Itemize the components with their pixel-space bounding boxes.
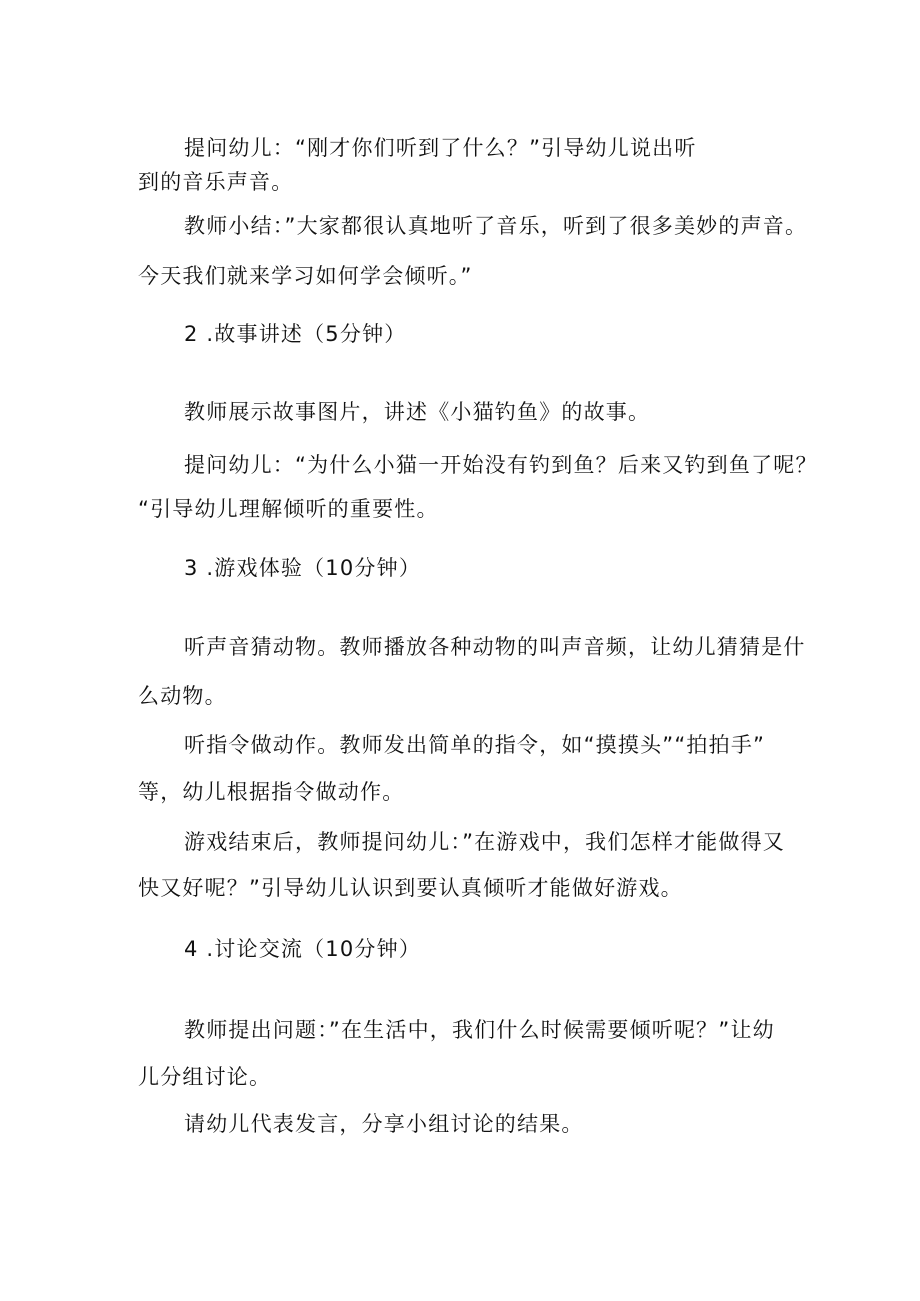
section-heading: 2 .故事讲述（5分钟） [184, 322, 407, 346]
section-heading: 4 .讨论交流（10分钟） [184, 937, 422, 961]
paragraph-line: 请幼儿代表发言，分享小组讨论的结果。 [184, 1112, 584, 1136]
paragraph-line: 提问幼儿：“刚才你们听到了什么？”引导幼儿说出听 [184, 136, 697, 160]
paragraph-line: 教师展示故事图片，讲述《小猫钓鱼》的故事。 [184, 400, 651, 424]
paragraph-line: 教师提出问题：”在生活中，我们什么时候需要倾听呢？”让幼 [184, 1018, 775, 1042]
paragraph-line: 听声音猜动物。教师播放各种动物的叫声音频，让幼儿猜猜是什 [184, 635, 806, 659]
section-heading: 3 .游戏体验（10分钟） [184, 556, 422, 580]
paragraph-line: 快又好呢？”引导幼儿认识到要认真倾听才能做好游戏。 [138, 876, 683, 900]
paragraph-line: 到的音乐声音。 [138, 170, 294, 194]
paragraph-line: 儿分组讨论。 [138, 1065, 272, 1089]
paragraph-line: 教师小结：”大家都很认真地听了音乐，听到了很多美妙的声音。 [184, 214, 808, 238]
paragraph-line: 等，幼儿根据指令做动作。 [138, 780, 405, 804]
paragraph-line: “引导幼儿理解倾听的重要性。 [138, 497, 439, 521]
paragraph-line: 提问幼儿：“为什么小猫一开始没有钓到鱼？后来又钓到鱼了呢？ [184, 453, 818, 477]
paragraph-line: 游戏结束后，教师提问幼儿：”在游戏中，我们怎样才能做得又 [184, 830, 785, 854]
paragraph-line: 今天我们就来学习如何学会倾听。” [138, 264, 473, 288]
paragraph-line: 么动物。 [138, 684, 227, 708]
paragraph-line: 听指令做动作。教师发出简单的指令，如“摸摸头”“拍拍手” [184, 733, 766, 757]
